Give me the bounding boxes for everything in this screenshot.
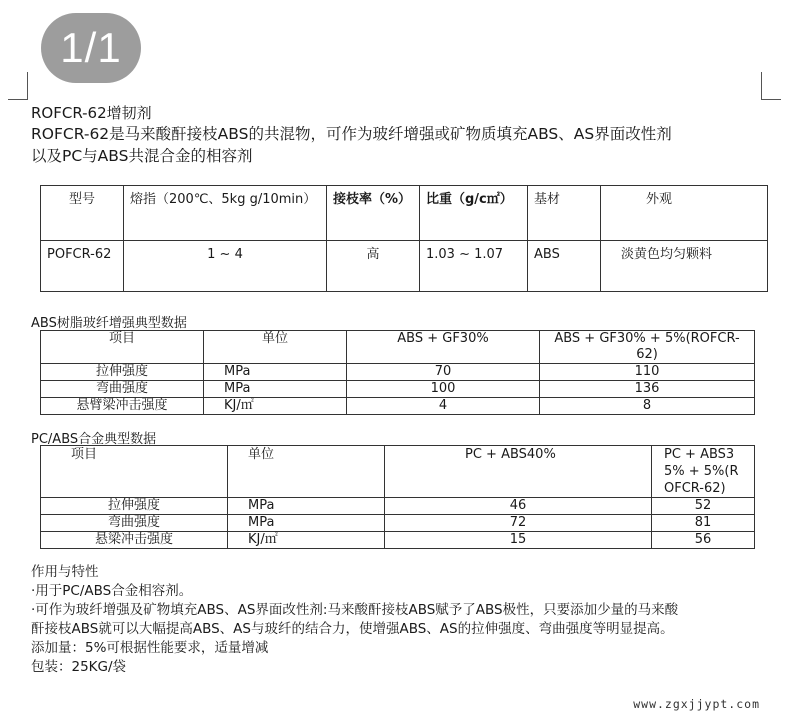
table-cell: 4 [347,398,540,415]
intro-paragraph [31,123,761,167]
table-header-row [41,331,755,364]
spec-header-graft-rate: 接枝率（%） [327,186,420,241]
crop-mark-right-h [761,99,781,100]
intro-line: ROFCR-62是马来酸酐接枝ABS的共混物，可作为玻纤增强或矿物质填充ABS、AS界面改性剂 [31,125,672,143]
table-header-cell: PC + ABS35% + 5%(ROFCR-62) [652,446,755,498]
table-header-cell: 单位 [228,446,385,498]
table-cell: MPa [228,515,385,532]
features-heading: 作用与特性 [31,564,99,580]
table1-title: ABS树脂玻纤增强典型数据 [31,316,187,331]
table-row [41,364,755,381]
crop-mark-left-h [8,99,28,100]
table-cell: 136 [540,381,755,398]
table-cell: 悬梁冲击强度 [41,532,228,549]
features-line: ·用于PC/ABS合金相容剂。 [31,583,193,599]
spec-header-row [41,186,768,241]
table-cell: 15 [385,532,652,549]
spec-header-base: 基材 [528,186,601,241]
spec-cell-model: POFCR-62 [41,241,124,292]
table-header-row [41,446,755,498]
table-cell: 52 [652,498,755,515]
table-row [41,381,755,398]
features-section [31,563,771,677]
table-header-cell: 项目 [41,446,228,498]
dosage-line: 添加量：5%可根据性能要求，适量增减 [31,640,269,656]
table-cell: MPa [228,498,385,515]
table-cell: 56 [652,532,755,549]
spec-cell-base: ABS [528,241,601,292]
features-line: 酐接枝ABS就可以大幅提高ABS、AS与玻纤的结合力，使增强ABS、AS的拉伸强度、弯曲强度等明显提高。 [31,621,674,637]
table-cell: 70 [347,364,540,381]
table-cell: 100 [347,381,540,398]
table-header-cell: PC + ABS40% [385,446,652,498]
page-number-badge: 1/1 [41,13,141,83]
spec-cell-density: 1.03 ~ 1.07 [420,241,528,292]
spec-cell-appearance: 淡黄色均匀颗料 [601,241,768,292]
spec-cell-melt-index: 1 ~ 4 [124,241,327,292]
table-cell: 弯曲强度 [41,381,204,398]
crop-mark-left [27,72,28,100]
spec-cell-graft-rate: 高 [327,241,420,292]
packaging-line: 包装：25KG/袋 [31,659,127,675]
table-cell: 拉伸强度 [41,498,228,515]
table-cell: 46 [385,498,652,515]
table-cell: 弯曲强度 [41,515,228,532]
table2-title: PC/ABS合金典型数据 [31,432,157,447]
document-title: ROFCR-62增韧剂 [31,104,152,122]
table-header-cell: 项目 [41,331,204,364]
spec-header-melt-index: 熔指（200℃、5kg g/10min） [124,186,327,241]
table-cell: 110 [540,364,755,381]
table-cell: MPa [204,381,347,398]
spec-data-row [41,241,768,292]
table-cell: MPa [204,364,347,381]
spec-header-model: 型号 [41,186,124,241]
table-cell: 拉伸强度 [41,364,204,381]
table-header-cell: 单位 [204,331,347,364]
abs-gf-table [40,330,755,415]
watermark-url: www.zgxjjypt.com [633,697,760,711]
table-cell: KJ/㎡ [228,532,385,549]
pc-abs-table [40,445,755,549]
table-header-cell: ABS + GF30% [347,331,540,364]
spec-header-density: 比重（g/c㎡） [420,186,528,241]
spec-table [40,185,768,292]
table-row [41,398,755,415]
table-cell: 8 [540,398,755,415]
table-cell: 81 [652,515,755,532]
features-line: ·可作为玻纤增强及矿物填充ABS、AS界面改性剂:马来酸酐接枝ABS赋予了ABS极性，只要添加少量的马来酸 [31,602,679,618]
table-row [41,515,755,532]
crop-mark-right [761,72,762,100]
table-row [41,498,755,515]
table-cell: 悬臂梁冲击强度 [41,398,204,415]
spec-header-appearance: 外观 [601,186,768,241]
table-header-cell: ABS + GF30% + 5%(ROFCR-62) [540,331,755,364]
table-cell: KJ/㎡ [204,398,347,415]
table-cell: 72 [385,515,652,532]
table-row [41,532,755,549]
intro-line: 以及PC与ABS共混合金的相容剂 [31,147,253,165]
